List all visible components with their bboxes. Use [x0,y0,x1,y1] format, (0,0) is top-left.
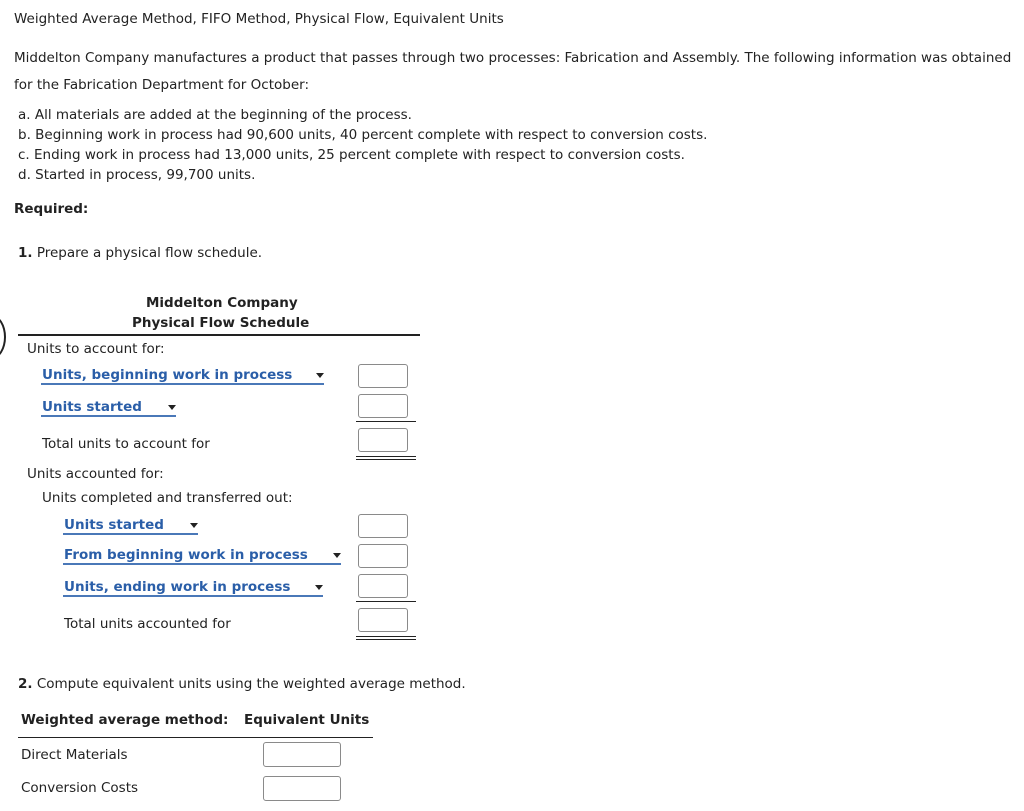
from-beginning-wip-dropdown[interactable] [63,547,341,565]
beginning-wip-dropdown[interactable] [41,367,324,385]
chevron-down-icon [316,373,324,378]
chevron-down-icon [168,405,176,410]
equivalent-units-header: Equivalent Units [244,712,370,728]
total-double-rule-top [356,456,416,457]
from-beginning-wip-input[interactable] [358,544,408,568]
weighted-average-method-header: Weighted average method: [21,712,229,728]
ending-wip-dropdown-label: Units, ending work in process [64,579,291,595]
requirement-2-number: 2. [18,676,33,692]
intro-text-line-2: for the Fabrication Department for October: [14,77,309,93]
subtotal-rule [356,421,416,422]
units-started-input[interactable] [358,394,408,418]
completed-units-started-dropdown-label: Units started [64,517,164,533]
from-beginning-wip-dropdown-label: From beginning work in process [64,547,308,563]
conversion-costs-label: Conversion Costs [21,780,139,796]
fact-b: b. Beginning work in process had 90,600 units, 40 percent complete with respect to conversion costs. [18,127,708,143]
fact-d: d. Started in process, 99,700 units. [18,167,256,183]
completed-units-started-dropdown[interactable] [63,517,198,535]
units-started-dropdown[interactable] [41,399,176,417]
ending-wip-dropdown[interactable] [63,579,323,597]
total-units-to-account-label: Total units to account for [42,436,210,452]
units-started-dropdown-label: Units started [42,399,142,415]
units-to-account-for-label: Units to account for: [27,341,165,357]
total-units-to-account-input[interactable] [358,428,408,452]
chevron-down-icon [190,523,198,528]
direct-materials-label: Direct Materials [21,747,128,763]
schedule-header-rule [18,334,420,336]
beginning-wip-dropdown-label: Units, beginning work in process [42,367,293,383]
completed-units-started-input[interactable] [358,514,408,538]
page-title: Weighted Average Method, FIFO Method, Physical Flow, Equivalent Units [14,11,504,27]
total-double-rule-2-bottom [356,639,416,640]
fact-a: a. All materials are added at the beginning of the process. [18,107,412,123]
subtotal-rule-2 [356,601,416,602]
total-double-rule-2-top [356,636,416,637]
chevron-down-icon [315,585,323,590]
wa-table-header-rule [18,737,373,738]
total-units-accounted-input[interactable] [358,608,408,632]
schedule-company-name: Middelton Company [146,295,298,311]
requirement-1 [18,245,262,261]
page-edge-arc-decoration [0,315,6,359]
beginning-wip-input[interactable] [358,364,408,388]
fact-c: c. Ending work in process had 13,000 units, 25 percent complete with respect to conversion costs. [18,147,685,163]
ending-wip-input[interactable] [358,574,408,598]
intro-text-line-1: Middelton Company manufactures a product that passes through two processes: Fabrication and Assembly. The following information was obtained [14,50,1012,66]
schedule-title: Physical Flow Schedule [132,315,310,331]
total-double-rule-bottom [356,459,416,460]
units-accounted-for-label: Units accounted for: [27,466,164,482]
direct-materials-input[interactable] [263,742,341,767]
requirement-2 [18,676,466,692]
required-heading: Required: [14,201,89,217]
units-completed-transferred-label: Units completed and transferred out: [42,490,293,506]
chevron-down-icon [333,553,341,558]
requirement-2-text: Compute equivalent units using the weighted average method. [32,676,466,692]
requirement-1-number: 1. [18,245,33,261]
conversion-costs-input[interactable] [263,776,341,801]
requirement-1-text: Prepare a physical flow schedule. [32,245,263,261]
total-units-accounted-label: Total units accounted for [64,616,231,632]
